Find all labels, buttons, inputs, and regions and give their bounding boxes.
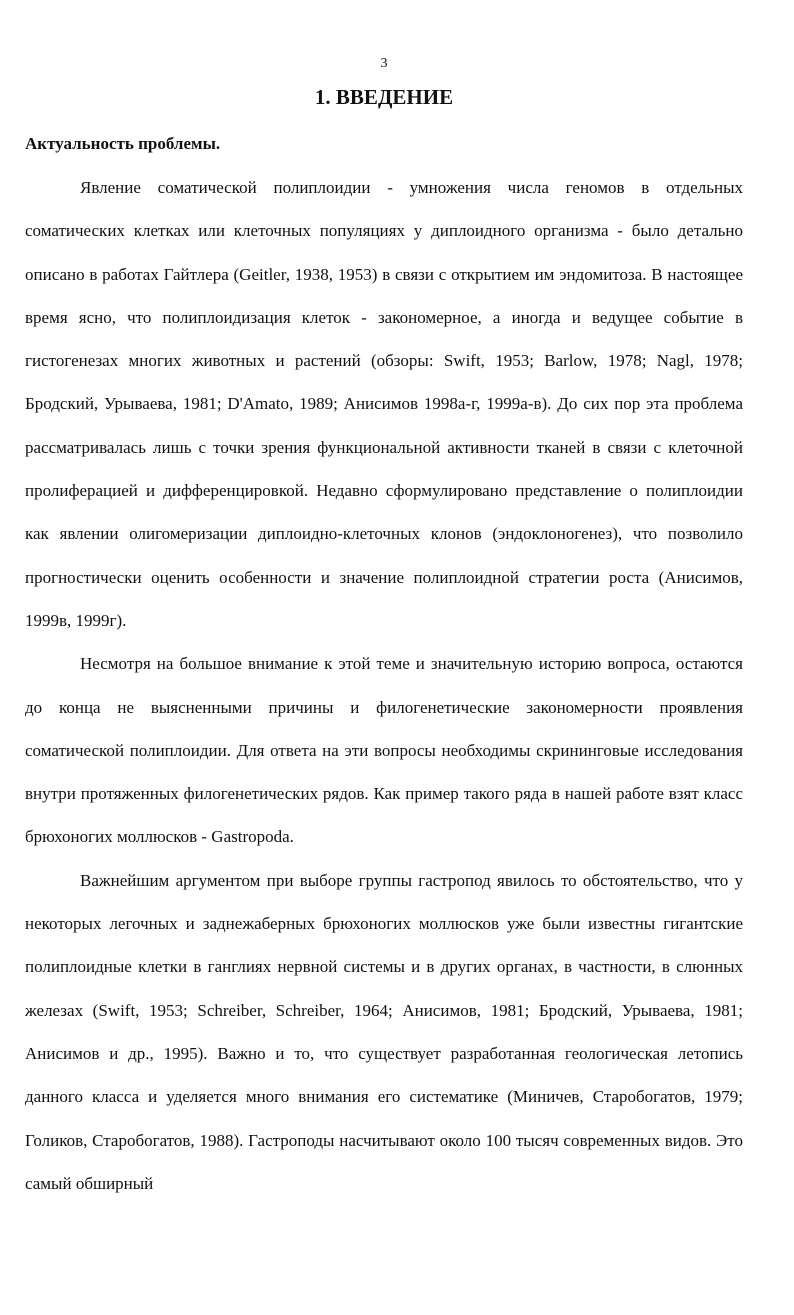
paragraph-1: Явление соматической полиплоидии - умножения числа геномов в отдельных соматических клетках или клеточных популяциях у диплоидного организма - было детально описано в работах Гайтлера (Geitler, 1938, 1953) в связи с открытием им эндомитоза. В настоящее время ясно, что полиплоидизация клеток - закономерное, а иногда и ведущее событие в гистогенезах многих животных и растений (обзоры: Swift, 1953; Barlow, 1978; Nagl, 1978; Бродский, Урываева, 1981; D'Amato, 1989; Анисимов 1998а-г, 1999а-в). До сих пор эта проблема рассматривалась лишь с точки зрения функциональной активности тканей в связи с клеточной пролиферацией и дифференцировкой. Недавно сформулировано представление о полиплоидии как явлении олигомеризации диплоидно-клеточных клонов (эндоклоногенез), что позволило прогностически оценить особенности и значение полиплоидной стратегии роста (Анисимов, 1999в, 1999г). — [25, 178, 743, 630]
page-number: 3 — [380, 56, 388, 71]
paragraph-3: Важнейшим аргументом при выборе группы гастропод явилось то обстоятельство, что у некоторых легочных и заднежаберных брюхоногих моллюсков уже были известны гигантские полиплоидные клетки в ганглиях нервной системы и в других органах, в частности, в слюнных железах (Swift, 1953; Schreiber, Schreiber, 1964; Анисимов, 1981; Бродский, Урываева, 1981; Анисимов и др., 1995). Важно и то, что существует разработанная геологическая летопись данного класса и уделяется много внимания его систематике (Миничев, Старобогатов, 1979; Голиков, Старобогатов, 1988). Гастроподы насчитывают около 100 тысяч современных видов. Это самый обширный — [25, 870, 743, 1193]
section-heading: Актуальность проблемы. — [25, 134, 221, 153]
paragraph-2: Несмотря на большое внимание к этой теме и значительную историю вопроса, остаются до конца не выясненными причины и филогенетические закономерности проявления соматической полиплоидии. Для ответа на эти вопросы необходимы скрининговые исследования внутри протяженных филогенетических рядов. Как пример такого ряда в нашей работе взят класс брюхоногих моллюсков - Gastropoda. — [25, 654, 743, 847]
body-text — [25, 166, 743, 1205]
chapter-title: 1. ВВЕДЕНИЕ — [314, 85, 454, 109]
